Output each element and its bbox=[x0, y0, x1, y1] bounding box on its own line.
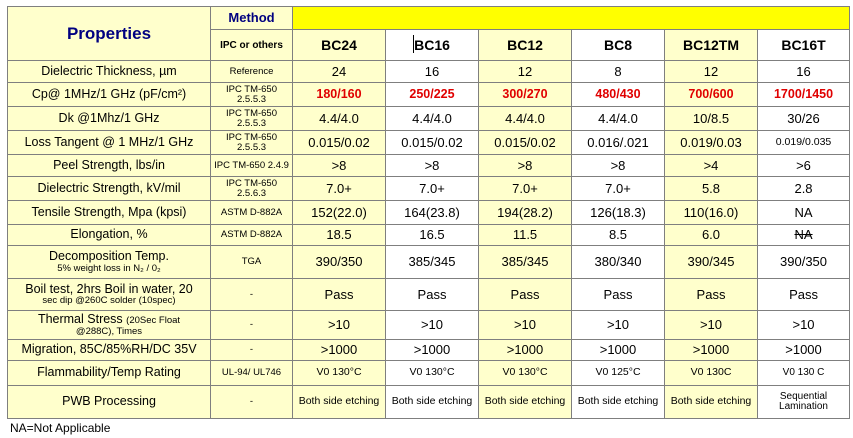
column-header: BC12 bbox=[479, 30, 572, 61]
value-cell: Both side etching bbox=[572, 386, 665, 419]
method-cell: ASTM D-882A bbox=[211, 201, 293, 225]
value-cell: 7.0+ bbox=[479, 177, 572, 201]
value-cell: >10 bbox=[665, 311, 758, 340]
value-cell: 8.5 bbox=[572, 225, 665, 246]
property-cell bbox=[8, 107, 211, 131]
value-cell: 152(22.0) bbox=[293, 201, 386, 225]
property-label: Migration, 85C/85%RH/DC 35V bbox=[21, 342, 197, 357]
value-cell: >10 bbox=[758, 311, 850, 340]
value-cell: 250/225 bbox=[386, 83, 479, 107]
table-row bbox=[8, 386, 850, 419]
value-cell: 0.015/0.02 bbox=[293, 131, 386, 155]
table-row bbox=[8, 107, 850, 131]
value-cell: 12 bbox=[479, 61, 572, 83]
value-cell: Pass bbox=[572, 279, 665, 311]
property-sublabel: @288C), Times bbox=[75, 325, 143, 337]
value-cell: 1700/1450 bbox=[758, 83, 850, 107]
method-cell: IPC TM-650 2.5.5.3 bbox=[211, 83, 293, 107]
header-banner bbox=[293, 7, 850, 30]
method-cell: - bbox=[211, 311, 293, 340]
property-cell bbox=[8, 246, 211, 279]
method-cell: IPC TM-650 2.4.9 bbox=[211, 155, 293, 177]
value-cell: 12 bbox=[665, 61, 758, 83]
value-cell: 4.4/4.0 bbox=[293, 107, 386, 131]
value-cell: 0.015/0.02 bbox=[386, 131, 479, 155]
value-cell: 390/350 bbox=[758, 246, 850, 279]
value-cell: NA bbox=[758, 225, 850, 246]
value-cell: >1000 bbox=[386, 340, 479, 361]
value-cell: >10 bbox=[293, 311, 386, 340]
value-cell: 164(23.8) bbox=[386, 201, 479, 225]
value-cell: 385/345 bbox=[386, 246, 479, 279]
method-cell: IPC TM-650 2.5.5.3 bbox=[211, 107, 293, 131]
value-cell: >10 bbox=[572, 311, 665, 340]
value-cell: >1000 bbox=[665, 340, 758, 361]
property-cell bbox=[8, 279, 211, 311]
value-cell: 0.019/0.03 bbox=[665, 131, 758, 155]
value-cell: 126(18.3) bbox=[572, 201, 665, 225]
property-label: Cp@ 1MHz/1 GHz (pF/cm²) bbox=[31, 86, 187, 101]
value-cell: 0.016/.021 bbox=[572, 131, 665, 155]
method-cell: TGA bbox=[211, 246, 293, 279]
value-cell: 700/600 bbox=[665, 83, 758, 107]
value-cell: >1000 bbox=[293, 340, 386, 361]
value-cell: V0 130C bbox=[665, 361, 758, 386]
value-cell: 390/350 bbox=[293, 246, 386, 279]
value-cell: >10 bbox=[479, 311, 572, 340]
value-cell: 11.5 bbox=[479, 225, 572, 246]
value-cell: 16 bbox=[386, 61, 479, 83]
text-cursor bbox=[413, 35, 414, 53]
property-cell bbox=[8, 311, 211, 340]
column-header: BC8 bbox=[572, 30, 665, 61]
value-cell: V0 125°C bbox=[572, 361, 665, 386]
property-sublabel: 5% weight loss in N₂ / 0₂ bbox=[57, 262, 161, 274]
value-cell: 4.4/4.0 bbox=[386, 107, 479, 131]
method-cell: Reference bbox=[211, 61, 293, 83]
value-cell: Pass bbox=[758, 279, 850, 311]
value-cell: 180/160 bbox=[293, 83, 386, 107]
value-cell: 8 bbox=[572, 61, 665, 83]
value-cell: 10/8.5 bbox=[665, 107, 758, 131]
property-label: Dielectric Strength, kV/mil bbox=[37, 180, 181, 195]
method-cell: UL-94/ UL746 bbox=[211, 361, 293, 386]
value-cell: V0 130°C bbox=[479, 361, 572, 386]
value-cell: >1000 bbox=[572, 340, 665, 361]
property-cell bbox=[8, 61, 211, 83]
property-label: Thermal Stress bbox=[37, 312, 123, 327]
value-cell: Both side etching bbox=[293, 386, 386, 419]
value-cell: 390/345 bbox=[665, 246, 758, 279]
property-cell bbox=[8, 83, 211, 107]
property-cell bbox=[8, 340, 211, 361]
method-cell: IPC TM-650 2.5.6.3 bbox=[211, 177, 293, 201]
method-cell: IPC TM-650 2.5.5.3 bbox=[211, 131, 293, 155]
property-label: Peel Strength, lbs/in bbox=[53, 157, 165, 172]
value-cell: 4.4/4.0 bbox=[572, 107, 665, 131]
table-row bbox=[8, 246, 850, 279]
value-cell: >8 bbox=[572, 155, 665, 177]
value-cell: 194(28.2) bbox=[479, 201, 572, 225]
value-cell: 7.0+ bbox=[386, 177, 479, 201]
value-cell: >8 bbox=[386, 155, 479, 177]
property-label: Boil test, 2hrs Boil in water, 20 bbox=[25, 281, 193, 296]
property-cell bbox=[8, 155, 211, 177]
value-cell: 110(16.0) bbox=[665, 201, 758, 225]
value-cell: >4 bbox=[665, 155, 758, 177]
table-row bbox=[8, 61, 850, 83]
value-cell: Pass bbox=[479, 279, 572, 311]
property-sublabel: sec dip @260C solder (10spec) bbox=[42, 295, 176, 307]
value-cell: 0.019/0.035 bbox=[758, 131, 850, 155]
value-cell: 16 bbox=[758, 61, 850, 83]
value-cell: Both side etching bbox=[479, 386, 572, 419]
column-header: BC24 bbox=[293, 30, 386, 61]
value-cell: Pass bbox=[293, 279, 386, 311]
property-cell bbox=[8, 131, 211, 155]
footnote: NA=Not Applicable bbox=[10, 421, 111, 435]
property-cell bbox=[8, 201, 211, 225]
table-row bbox=[8, 201, 850, 225]
property-label: Flammability/Temp Rating bbox=[37, 365, 181, 380]
value-cell: V0 130°C bbox=[386, 361, 479, 386]
property-label: Dk @1Mhz/1 GHz bbox=[58, 110, 160, 125]
value-cell: Pass bbox=[665, 279, 758, 311]
table-row bbox=[8, 177, 850, 201]
value-cell: 16.5 bbox=[386, 225, 479, 246]
value-cell: >8 bbox=[479, 155, 572, 177]
value-cell: 4.4/4.0 bbox=[479, 107, 572, 131]
column-header: BC16 bbox=[386, 30, 479, 61]
value-cell: Both side etching bbox=[386, 386, 479, 419]
value-cell: 30/26 bbox=[758, 107, 850, 131]
value-cell: 300/270 bbox=[479, 83, 572, 107]
value-cell: 2.8 bbox=[758, 177, 850, 201]
property-cell bbox=[8, 177, 211, 201]
value-cell: 0.015/0.02 bbox=[479, 131, 572, 155]
value-cell: NA bbox=[758, 201, 850, 225]
property-label: PWB Processing bbox=[62, 394, 156, 409]
table-row bbox=[8, 131, 850, 155]
value-cell: 6.0 bbox=[665, 225, 758, 246]
value-cell: 24 bbox=[293, 61, 386, 83]
table-row bbox=[8, 83, 850, 107]
value-cell: 380/340 bbox=[572, 246, 665, 279]
value-cell: Both side etching bbox=[665, 386, 758, 419]
method-header: Method bbox=[211, 7, 293, 30]
property-label: Decomposition Temp. bbox=[49, 249, 169, 264]
value-cell: V0 130 C bbox=[758, 361, 850, 386]
value-cell: 480/430 bbox=[572, 83, 665, 107]
method-cell: - bbox=[211, 386, 293, 419]
property-label: Dielectric Thickness, µm bbox=[41, 63, 177, 78]
value-cell: 7.0+ bbox=[293, 177, 386, 201]
property-cell bbox=[8, 361, 211, 386]
column-header: BC12TM bbox=[665, 30, 758, 61]
value-cell: >6 bbox=[758, 155, 850, 177]
properties-table bbox=[7, 6, 850, 419]
ipc-header: IPC or others bbox=[211, 30, 293, 61]
value-cell: Pass bbox=[386, 279, 479, 311]
table-row bbox=[8, 279, 850, 311]
property-label: Loss Tangent @ 1 MHz/1 GHz bbox=[24, 134, 194, 149]
value-cell: V0 130°C bbox=[293, 361, 386, 386]
value-cell: Sequential Lamination bbox=[758, 386, 850, 419]
properties-header: Properties bbox=[8, 7, 211, 61]
table-row bbox=[8, 155, 850, 177]
value-cell: 5.8 bbox=[665, 177, 758, 201]
property-note: (20Sec Float bbox=[126, 315, 181, 327]
method-cell: ASTM D-882A bbox=[211, 225, 293, 246]
table-row bbox=[8, 225, 850, 246]
property-label: Tensile Strength, Mpa (kpsi) bbox=[31, 204, 187, 219]
value-cell: >1000 bbox=[479, 340, 572, 361]
property-label: Elongation, % bbox=[70, 227, 148, 242]
value-cell: >8 bbox=[293, 155, 386, 177]
table-row bbox=[8, 311, 850, 340]
method-cell: - bbox=[211, 340, 293, 361]
table-row bbox=[8, 361, 850, 386]
value-cell: 18.5 bbox=[293, 225, 386, 246]
value-cell: >1000 bbox=[758, 340, 850, 361]
value-cell: 385/345 bbox=[479, 246, 572, 279]
property-cell bbox=[8, 225, 211, 246]
value-cell: >10 bbox=[386, 311, 479, 340]
table-row bbox=[8, 340, 850, 361]
property-cell bbox=[8, 386, 211, 419]
value-cell: 7.0+ bbox=[572, 177, 665, 201]
column-header: BC16T bbox=[758, 30, 850, 61]
method-cell: - bbox=[211, 279, 293, 311]
